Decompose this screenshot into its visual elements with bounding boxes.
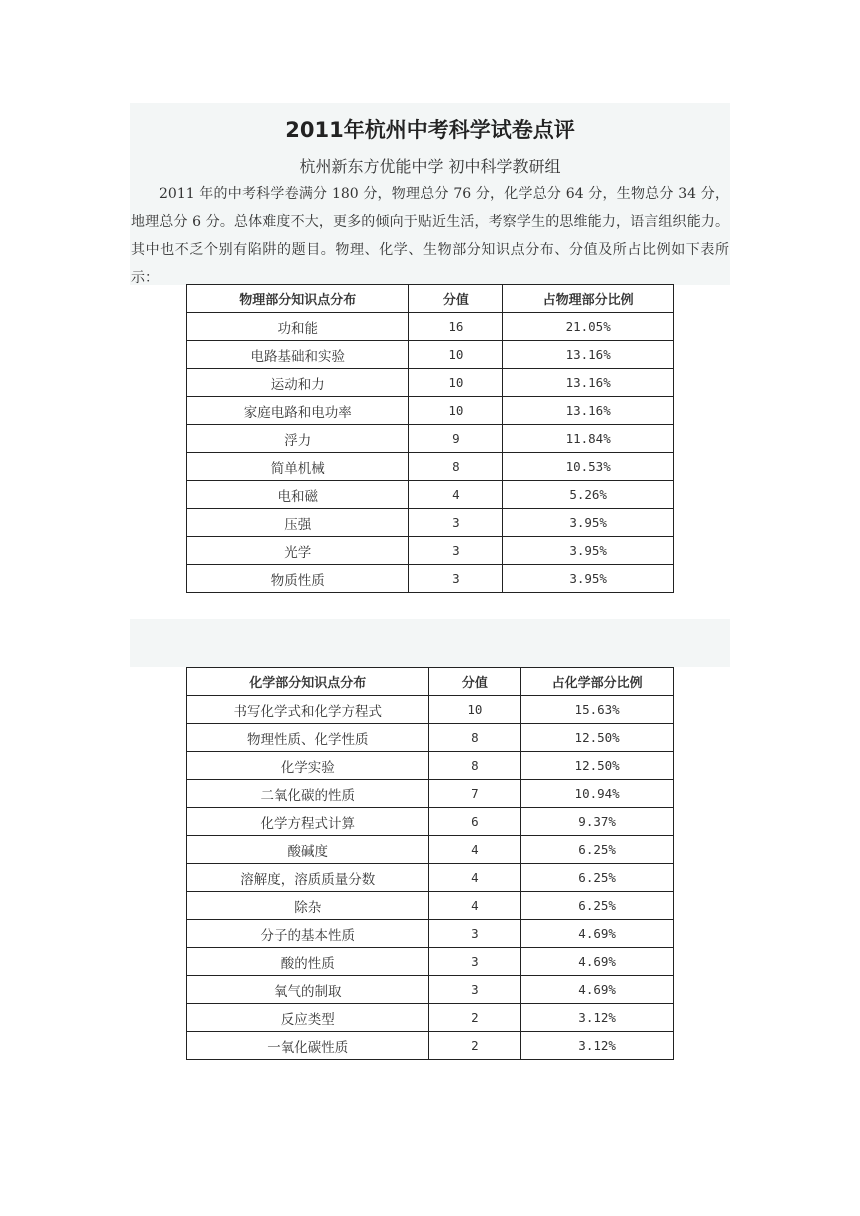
table-header-row (187, 668, 674, 696)
cell-score: 6 (429, 808, 521, 836)
cell-ratio: 9.37% (521, 808, 674, 836)
cell-ratio: 6.25% (521, 864, 674, 892)
cell-topic: 氧气的制取 (187, 976, 429, 1004)
cell-topic: 酸的性质 (187, 948, 429, 976)
table-row (187, 341, 674, 369)
cell-topic: 书写化学式和化学方程式 (187, 696, 429, 724)
cell-ratio: 3.12% (521, 1032, 674, 1060)
cell-ratio: 10.53% (503, 453, 674, 481)
physics-table-body (187, 313, 674, 593)
cell-ratio: 12.50% (521, 752, 674, 780)
column-header-topic: 化学部分知识点分布 (187, 668, 429, 696)
cell-score: 2 (429, 1032, 521, 1060)
table-row (187, 920, 674, 948)
table-row (187, 453, 674, 481)
table-row (187, 509, 674, 537)
table-row (187, 369, 674, 397)
cell-score: 8 (429, 752, 521, 780)
cell-topic: 溶解度，溶质质量分数 (187, 864, 429, 892)
cell-ratio: 15.63% (521, 696, 674, 724)
column-header-ratio: 占化学部分比例 (521, 668, 674, 696)
table-row (187, 780, 674, 808)
table-row (187, 724, 674, 752)
table-row (187, 397, 674, 425)
cell-topic: 运动和力 (187, 369, 409, 397)
cell-topic: 电和磁 (187, 481, 409, 509)
cell-topic: 家庭电路和电功率 (187, 397, 409, 425)
cell-topic: 功和能 (187, 313, 409, 341)
table-row (187, 481, 674, 509)
column-header-score: 分值 (429, 668, 521, 696)
separator-background-band (130, 619, 730, 667)
cell-ratio: 3.12% (521, 1004, 674, 1032)
cell-score: 3 (409, 565, 503, 593)
chemistry-table-body (187, 696, 674, 1060)
cell-topic: 简单机械 (187, 453, 409, 481)
physics-knowledge-table (186, 284, 674, 593)
cell-ratio: 11.84% (503, 425, 674, 453)
cell-topic: 分子的基本性质 (187, 920, 429, 948)
cell-ratio: 4.69% (521, 976, 674, 1004)
column-header-score: 分值 (409, 285, 503, 313)
cell-score: 3 (429, 920, 521, 948)
cell-ratio: 13.16% (503, 341, 674, 369)
cell-ratio: 13.16% (503, 397, 674, 425)
cell-ratio: 4.69% (521, 920, 674, 948)
table-row (187, 313, 674, 341)
cell-ratio: 12.50% (521, 724, 674, 752)
intro-paragraph: 2011 年的中考科学卷满分 180 分，物理总分 76 分，化学总分 64 分，生物总分 34 分，地理总分 6 分。总体难度不大，更多的倾向于贴近生活，考察学生的思维能力，语言组织能力。其中也不乏个别有陷阱的题目。物理、化学、生物部分知识点分布、分值及所占比例如下表所示： (131, 186, 729, 286)
cell-topic: 酸碱度 (187, 836, 429, 864)
cell-ratio: 21.05% (503, 313, 674, 341)
table-row (187, 864, 674, 892)
column-header-ratio: 占物理部分比例 (503, 285, 674, 313)
cell-ratio: 6.25% (521, 892, 674, 920)
cell-score: 2 (429, 1004, 521, 1032)
cell-score: 4 (429, 864, 521, 892)
cell-ratio: 5.26% (503, 481, 674, 509)
table-row (187, 976, 674, 1004)
cell-topic: 光学 (187, 537, 409, 565)
cell-topic: 物理性质、化学性质 (187, 724, 429, 752)
cell-score: 8 (429, 724, 521, 752)
cell-score: 7 (429, 780, 521, 808)
cell-score: 8 (409, 453, 503, 481)
page-subtitle: 杭州新东方优能中学 初中科学教研组 (299, 157, 561, 176)
cell-score: 10 (409, 341, 503, 369)
cell-ratio: 3.95% (503, 509, 674, 537)
table-row (187, 752, 674, 780)
table-row (187, 948, 674, 976)
cell-ratio: 10.94% (521, 780, 674, 808)
cell-score: 3 (429, 976, 521, 1004)
cell-topic: 电路基础和实验 (187, 341, 409, 369)
table-row (187, 565, 674, 593)
table-row (187, 808, 674, 836)
cell-topic: 一氧化碳性质 (187, 1032, 429, 1060)
cell-topic: 压强 (187, 509, 409, 537)
cell-ratio: 4.69% (521, 948, 674, 976)
cell-score: 10 (409, 397, 503, 425)
cell-score: 16 (409, 313, 503, 341)
table-row (187, 892, 674, 920)
table-header-row (187, 285, 674, 313)
cell-score: 3 (429, 948, 521, 976)
table-row (187, 425, 674, 453)
cell-score: 3 (409, 537, 503, 565)
table-row (187, 537, 674, 565)
cell-ratio: 13.16% (503, 369, 674, 397)
cell-topic: 化学实验 (187, 752, 429, 780)
table-row (187, 696, 674, 724)
cell-score: 10 (429, 696, 521, 724)
cell-score: 4 (429, 836, 521, 864)
cell-ratio: 3.95% (503, 565, 674, 593)
cell-score: 9 (409, 425, 503, 453)
cell-topic: 化学方程式计算 (187, 808, 429, 836)
cell-score: 4 (429, 892, 521, 920)
cell-topic: 除杂 (187, 892, 429, 920)
cell-topic: 二氧化碳的性质 (187, 780, 429, 808)
cell-topic: 反应类型 (187, 1004, 429, 1032)
cell-topic: 浮力 (187, 425, 409, 453)
cell-score: 3 (409, 509, 503, 537)
table-row (187, 836, 674, 864)
cell-ratio: 6.25% (521, 836, 674, 864)
column-header-topic: 物理部分知识点分布 (187, 285, 409, 313)
page-title: 2011年杭州中考科学试卷点评 (285, 118, 575, 142)
cell-ratio: 3.95% (503, 537, 674, 565)
table-row (187, 1032, 674, 1060)
cell-score: 10 (409, 369, 503, 397)
cell-topic: 物质性质 (187, 565, 409, 593)
chemistry-knowledge-table (186, 667, 674, 1060)
table-row (187, 1004, 674, 1032)
cell-score: 4 (409, 481, 503, 509)
